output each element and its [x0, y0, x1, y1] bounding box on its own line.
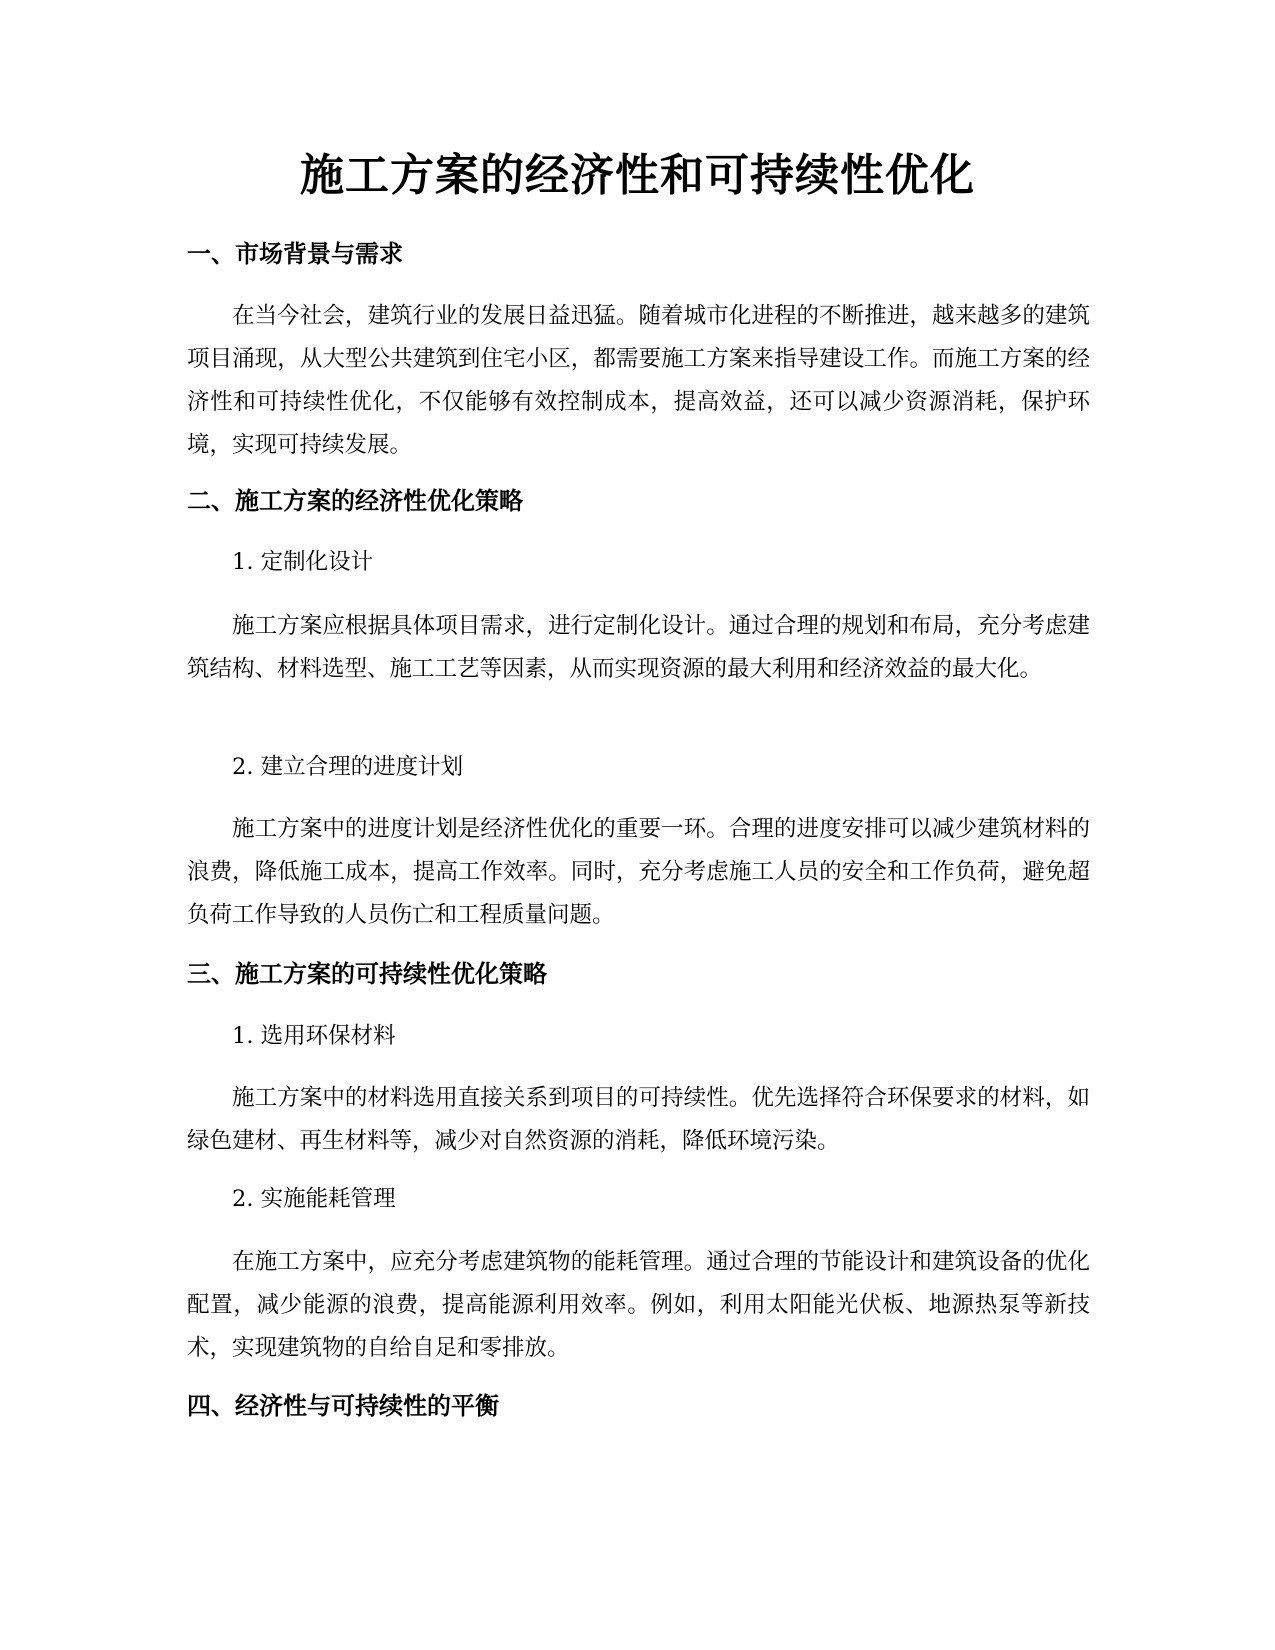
section-3-item-2-label: 2. 实施能耗管理: [232, 1186, 396, 1212]
section-2-item-2-paragraph: 施工方案中的进度计划是经济性优化的重要一环。合理的进度安排可以减少建筑材料的浪费，降低施工成本，提高工作效率。同时，充分考虑施工人员的安全和工作负荷，避免超负荷工作导致的人员伤亡和工程质量问题。: [187, 816, 1090, 928]
section-heading-3: 三、施工方案的可持续性优化策略: [187, 960, 547, 988]
section-heading-1: 一、市场背景与需求: [187, 240, 403, 268]
section-3-item-2-paragraph: 在施工方案中，应充分考虑建筑物的能耗管理。通过合理的节能设计和建筑设备的优化配置，减少能源的浪费，提高能源利用效率。例如，利用太阳能光伏板、地源热泵等新技术，实现建筑物的自给自足和零排放。: [187, 1249, 1090, 1361]
section-2-item-1-paragraph: 施工方案应根据具体项目需求，进行定制化设计。通过合理的规划和布局，充分考虑建筑结构、材料选型、施工工艺等因素，从而实现资源的最大利用和经济效益的最大化。: [187, 613, 1090, 682]
section-2-item-2-label: 2. 建立合理的进度计划: [232, 754, 464, 780]
section-3-item-1-paragraph: 施工方案中的材料选用直接关系到项目的可持续性。优先选择符合环保要求的材料，如绿色建材、再生材料等，减少对自然资源的消耗，降低环境污染。: [187, 1085, 1090, 1154]
section-3-item-1-label: 1. 选用环保材料: [232, 1023, 396, 1049]
section-1-paragraph: 在当今社会，建筑行业的发展日益迅猛。随着城市化进程的不断推进，越来越多的建筑项目涌现，从大型公共建筑到住宅小区，都需要施工方案来指导建设工作。而施工方案的经济性和可持续性优化，不仅能够有效控制成本，提高效益，还可以减少资源消耗，保护环境，实现可持续发展。: [187, 303, 1090, 458]
section-heading-4: 四、经济性与可持续性的平衡: [187, 1392, 499, 1420]
section-2-item-1-label: 1. 定制化设计: [232, 549, 374, 575]
page-title: 施工方案的经济性和可持续性优化: [300, 150, 975, 201]
section-heading-2: 二、施工方案的经济性优化策略: [187, 487, 523, 515]
